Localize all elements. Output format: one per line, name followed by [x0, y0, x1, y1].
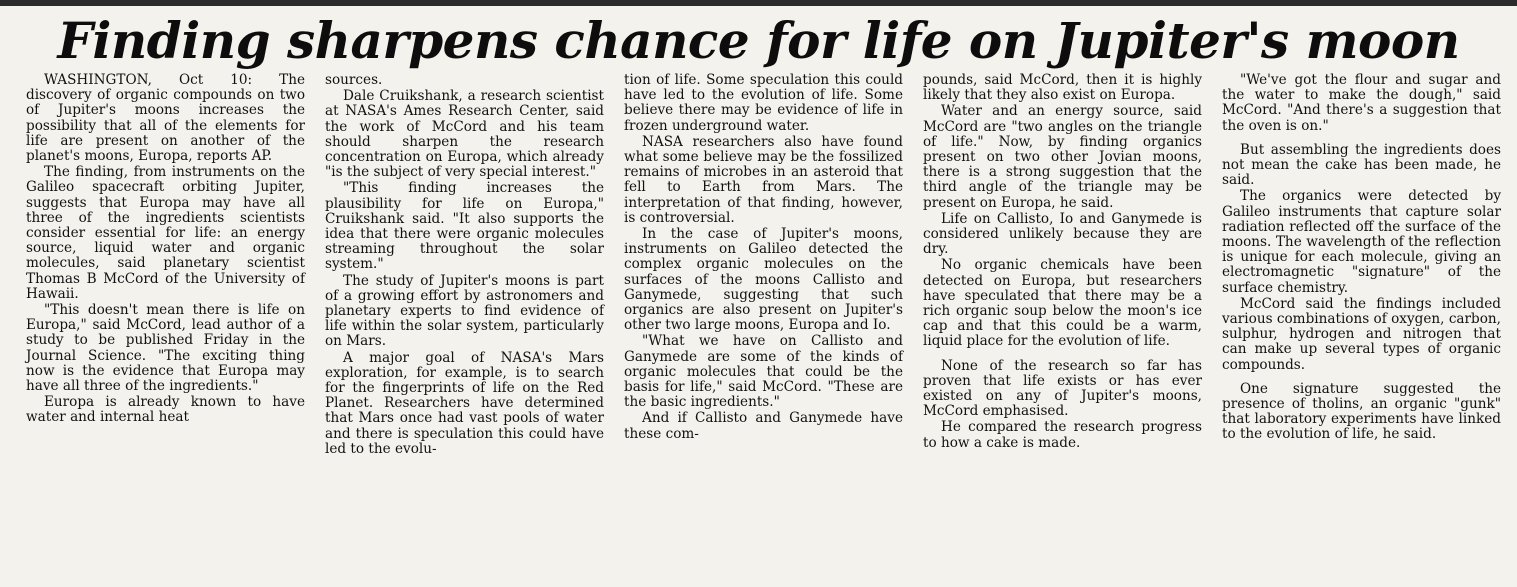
paragraph: sources.	[325, 73, 383, 88]
paragraph: "This doesn't mean there is life on Europa," said McCord, lead author of a study to be published Friday in the Journal Science. "The exciting thing now is the evidence that Europa may have all three of the ingredients."	[26, 302, 305, 395]
article-body	[16, 73, 1511, 583]
paragraph: No organic chemicals have been detected on Europa, but researchers have speculated that there may be a rich organic soup below the moon's ice cap and that this could be a warm, liquid place for the evolution of life.	[923, 257, 1202, 350]
top-rule	[0, 0, 1517, 6]
paragraph: McCord said the findings included various combinations of oxygen, carbon, sulphur, hydrogen and nitrogen that can make up several types of organic compounds.	[1222, 295, 1501, 373]
paragraph: But assembling the ingredients does not mean the cake has been made, he said.	[1222, 141, 1501, 189]
paragraph: Dale Cruikshank, a research scientist at NASA's Ames Research Center, said the work of McCord and his team should sharpen the research concentration on Europa, which already "is the subject of very special interest."	[325, 88, 604, 181]
paragraph: One signature suggested the presence of tholins, an organic "gunk" that laboratory experiments have linked to the evolution of life, he said.	[1222, 380, 1501, 443]
paragraph: In the case of Jupiter's moons, instruments on Galileo detected the complex organic molecules on the surfaces of the moons Callisto and Ganymede, suggesting that such organics are also present on Jupiter's other two large moons, Europa and Io.	[624, 226, 903, 334]
paragraph: NASA researchers also have found what some believe may be the fossilized remains of microbes in an asteroid that fell to Earth from Mars. The interpretation of that finding, however, is controversial.	[624, 133, 903, 226]
paragraph: "This finding increases the plausibility for life on Europa," Cruikshank said. "It also supports the idea that there were organic molecules streaming throughout the solar system."	[325, 180, 604, 273]
paragraph: None of the research so far has proven that life exists or has ever existed on any of Jupiter's moons, McCord emphasised.	[923, 357, 1202, 420]
article-column-4	[913, 73, 1212, 583]
paragraph: The finding, from instruments on the Galileo spacecraft orbiting Jupiter, suggests that Europa may have all three of the ingredients scientists consider essential for life: an energy source, liquid water and organic molecules, said planetary scientist Thomas B McCord of the University of Hawaii.	[26, 164, 305, 302]
article-column-3	[614, 73, 913, 583]
paragraph: Water and an energy source, said McCord are "two angles on the triangle of life." Now, by finding organics present on two other Jovian moons, there is a strong suggestion that the third angle of the triangle may be present on Europa, he said.	[923, 103, 1202, 211]
paragraph: Life on Callisto, Io and Ganymede is considered unlikely because they are dry.	[923, 210, 1202, 258]
paragraph: A major goal of NASA's Mars exploration, for example, is to search for the fingerprints of life on the Red Planet. Researchers have determined that Mars once had vast pools of water and there is speculation this could have led to the evolu-	[325, 349, 604, 457]
paragraph: Europa is already known to have water and internal heat	[26, 394, 305, 426]
article-column-1	[16, 73, 315, 583]
paragraph: WASHINGTON, Oct 10: The discovery of organic compounds on two of Jupiter's moons increases the possibility that all of the elements for life are present on another of the planet's moons, Europa, reports AP.	[26, 73, 305, 165]
paragraph: tion of life. Some speculation this could have led to the evolution of life. Some believe there may be evidence of life in frozen underground water.	[624, 73, 903, 134]
paragraph: pounds, said McCord, then it is highly likely that they also exist on Europa.	[923, 73, 1202, 104]
paragraph: And if Callisto and Ganymede have these com-	[624, 410, 903, 442]
paragraph: The study of Jupiter's moons is part of a growing effort by astronomers and planetary experts to find evidence of life within the solar system, particularly on Mars.	[325, 272, 604, 350]
paragraph: "We've got the flour and sugar and the water to make the dough," said McCord. "And there's a suggestion that the oven is on."	[1222, 73, 1501, 134]
paragraph: "What we have on Callisto and Ganymede are some of the kinds of organic molecules that could be the basis for life," said McCord. "These are the basic ingredients."	[624, 333, 903, 411]
article-column-5	[1212, 73, 1511, 583]
paragraph: He compared the research progress to how a cake is made.	[923, 419, 1202, 451]
headline: Finding sharpens chance for life on Jupiter's moon	[57, 11, 1460, 70]
article-column-2	[315, 73, 614, 583]
paragraph: The organics were detected by Galileo instruments that capture solar radiation reflected off the surface of the moons. The wavelength of the reflection is unique for each molecule, giving an electromagnetic "signature" of the surface chemistry.	[1222, 188, 1501, 296]
